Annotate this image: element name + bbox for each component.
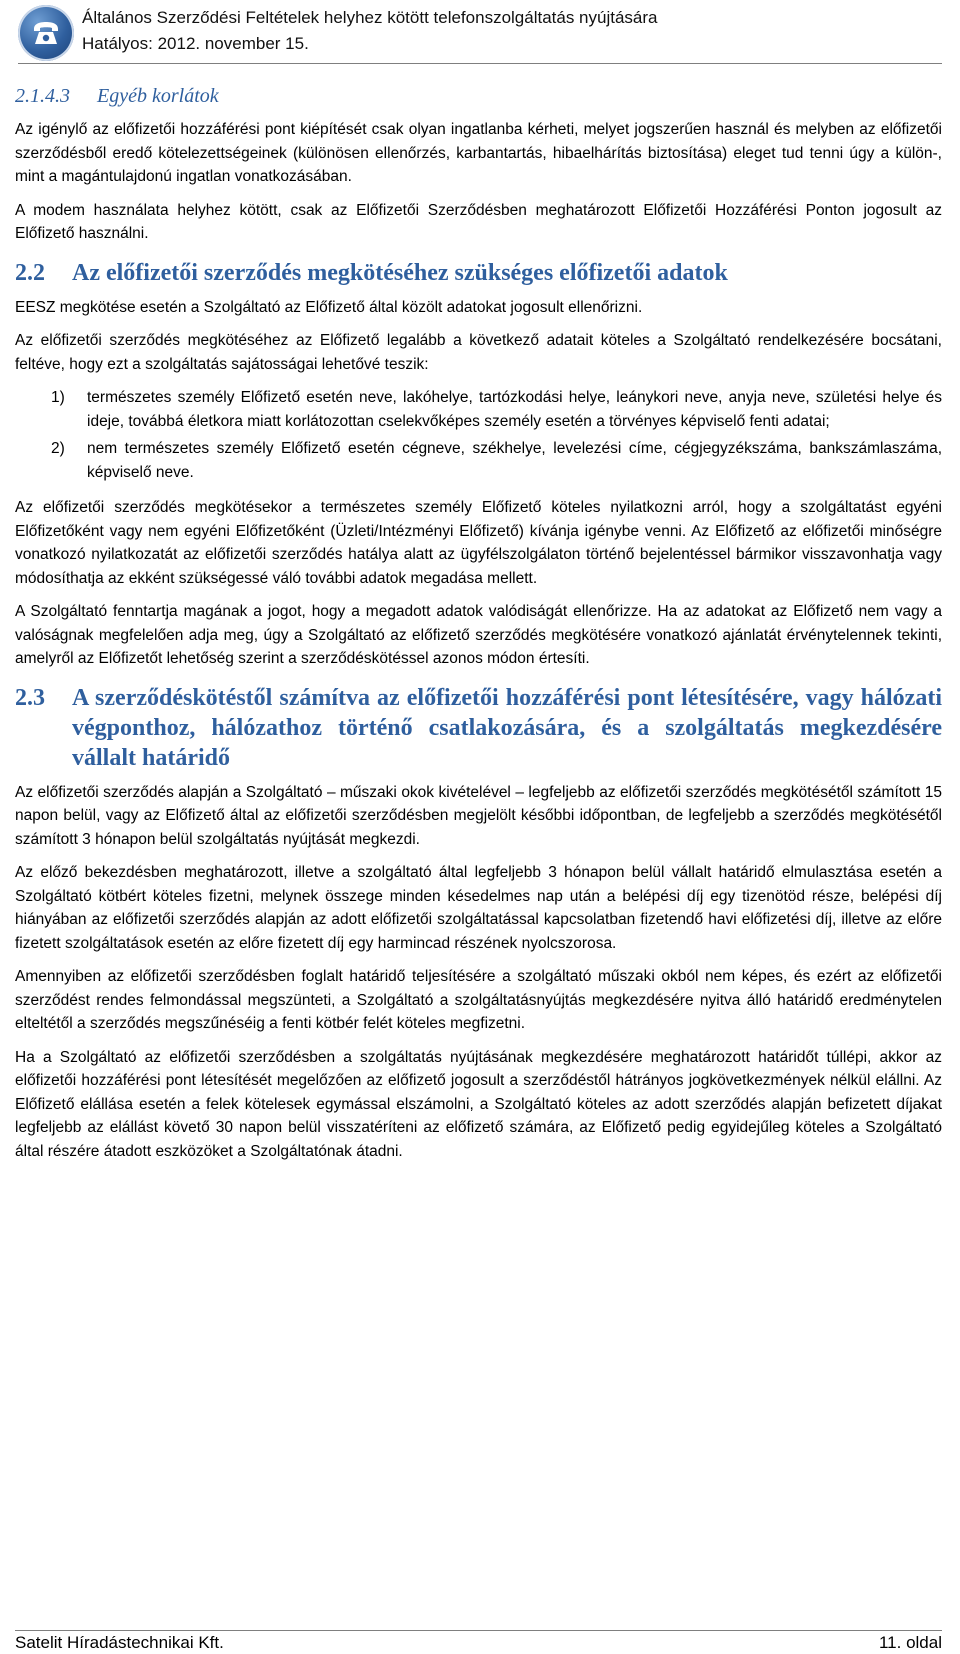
list-marker: 1) xyxy=(51,389,65,406)
section-title: A szerződéskötéstől számítva az előfizetői hozzáférési pont létesítésére, vagy hálózati végponthoz, hálózathoz történő csatlakozására, és a szolgáltatás megkezdésére vállalt határidő xyxy=(72,684,942,771)
paragraph: A modem használata helyhez kötött, csak az Előfizetői Szerződésben meghatározott Előfizetői Hozzáférési Ponton jogosult az Előfizető használni. xyxy=(15,201,942,242)
section-heading-2-1-4-3 xyxy=(15,82,942,110)
paragraph: EESZ megkötése esetén a Szolgáltató az Előfizető által közölt adatokat jogosult ellenőrizni. xyxy=(15,298,643,316)
list-marker: 2) xyxy=(51,440,65,457)
paragraph: Amennyiben az előfizetői szerződésben foglalt határidő teljesítésére a szolgáltató műszaki okból nem képes, és ezért az előfizetői szerződést rendes felmondással megszünteti, a Szolgáltató a szolgáltatásnyújtás megkezdésére nyitva álló határidő eredménytelen elteltétől a szerződés megszűnéséig a fenti kötbér felét köteles megfizetni. xyxy=(15,968,942,1032)
footer-divider xyxy=(15,1630,942,1631)
footer-company: Satelit Híradástechnikai Kft. xyxy=(15,1633,224,1652)
section-number: 2.1.4.3 xyxy=(15,85,70,107)
section-heading-2-2 xyxy=(15,258,942,288)
page-number: 11. oldal xyxy=(878,1633,942,1652)
paragraph: Az igénylő az előfizetői hozzáférési pont kiépítését csak olyan ingatlanba kérheti, melyet jogszerűen használ és melyben az előfizetői szerződésből eredő kötelezettségeinek (különösen ellenőrzés, karbantartás, hibaelhárítás biztosítása) eleget tud tenni úgy a külön-, mint a magántulajdonú ingatlan vonatkozásában. xyxy=(15,121,942,185)
list-item-text: természetes személy Előfizető esetén neve, lakóhelye, tartózkodási helye, leánykori neve, anyja neve, születési helye és ideje, továbbá életkora miatt korlátozottan cselekvőképes személy esetén a törvényes képviselő fenti adatai; xyxy=(87,389,942,430)
section-number: 2.3 xyxy=(15,684,45,711)
paragraph: Az előfizetői szerződés megkötéséhez az Előfizető legalább a következő adatait köteles a Szolgáltató rendelkezésére bocsátani, feltéve, hogy ezt a szolgáltatás sajátosságai lehetővé teszik: xyxy=(15,332,942,373)
header-divider xyxy=(18,63,942,64)
paragraph: Az előfizetői szerződés megkötésekor a természetes személy Előfizető köteles nyilatkozni arról, hogy a szolgáltatást egyéni Előfizetőként vagy nem egyéni Előfizetőként (Üzleti/Intézményi Előfizető) kívánja igénybe venni. Az Előfizető az előfizetői minőségre vonatkozó nyilatkozatát az előfizetői szerződés hatálya alatt az ügyfélszolgálaton történő bejelentéssel bármikor visszavonhatja vagy módosíthatja az ekként szükségessé váló további adatok megadása mellett. xyxy=(15,499,942,587)
paragraph: Az előző bekezdésben meghatározott, illetve a szolgáltató által legfeljebb 3 hónapon belül vállalt határidő elmulasztása esetén a Szolgáltató kötbért köteles fizetni, melynek összege minden késedelmes nap után a belépési díj egy tizenötöd része, belépési díj hiányában az előfizetői szerződés alapján az adott előfizetői szolgáltatással kapcsolatban fizetendő havi előfizetési díj, illetve az előre fizetett szolgáltatások esetén az előre fizetett díj egy harmincad részének nyolcszorosa. xyxy=(15,864,942,952)
section-heading-2-3 xyxy=(15,683,942,773)
document-title: Általános Szerződési Feltételek helyhez kötött telefonszolgáltatás nyújtására xyxy=(82,8,658,27)
paragraph: Ha a Szolgáltató az előfizetői szerződésben a szolgáltatás nyújtásának megkezdésére meghatározott határidőt túllépi, akkor az előfizetői hozzáférési pont létesítését megelőzően az előfizető jogosult a szerződéstől hátrányos jogkövetkezmények nélkül elállni. Az Előfizető elállása esetén a felek kötelesek egymással elszámolni, a Szolgáltató köteles az adott szerződés alapján befizetett díjakat legfeljebb az elállást követő 30 napon belül visszatéríteni az előfizető számára, az Előfizető pedig egyidejűleg köteles a Szolgáltató által részére átadott eszközöket a Szolgáltatónak átadni. xyxy=(15,1048,942,1160)
list-item xyxy=(15,437,942,484)
section-title: Egyéb korlátok xyxy=(97,85,219,107)
section-number: 2.2 xyxy=(15,259,45,286)
page-content xyxy=(15,82,942,1173)
list-item-text: nem természetes személy Előfizető esetén cégneve, székhelye, levelezési címe, cégjegyzékszáma, bankszámlaszáma, képviselő neve. xyxy=(87,440,942,481)
effective-date: Hatályos: 2012. november 15. xyxy=(82,34,309,53)
numbered-list xyxy=(15,386,942,484)
paragraph: Az előfizetői szerződés alapján a Szolgáltató – műszaki okok kivételével – legfeljebb az előfizetői szerződés megkötésétől számított 15 napon belül, vagy az Előfizető által az előfizetői szerződésben megjelölt későbbi időpontban, de legfeljebb a szerződés megkötésétől számított 3 hónapon belül szolgáltatás nyújtását megkezdi. xyxy=(15,783,942,848)
list-item xyxy=(15,386,942,433)
section-title: Az előfizetői szerződés megkötéséhez szükséges előfizetői adatok xyxy=(72,259,728,286)
header-text xyxy=(82,5,658,57)
paragraph: A Szolgáltató fenntartja magának a jogot, hogy a megadott adatok valódiságát ellenőrizze. Ha az adatokat az Előfizető nem vagy a valóságnak megfelelően adja meg, úgy a Szolgáltató az előfizető szerződés megkötésére vonatkozó ajánlatát érvénytelennek tekinti, amelyről az Előfizetőt lehetőség szerint a szerződéskötéssel azonos módon értesíti. xyxy=(15,603,942,667)
telephone-logo-icon xyxy=(18,5,74,61)
page-header xyxy=(0,0,960,66)
